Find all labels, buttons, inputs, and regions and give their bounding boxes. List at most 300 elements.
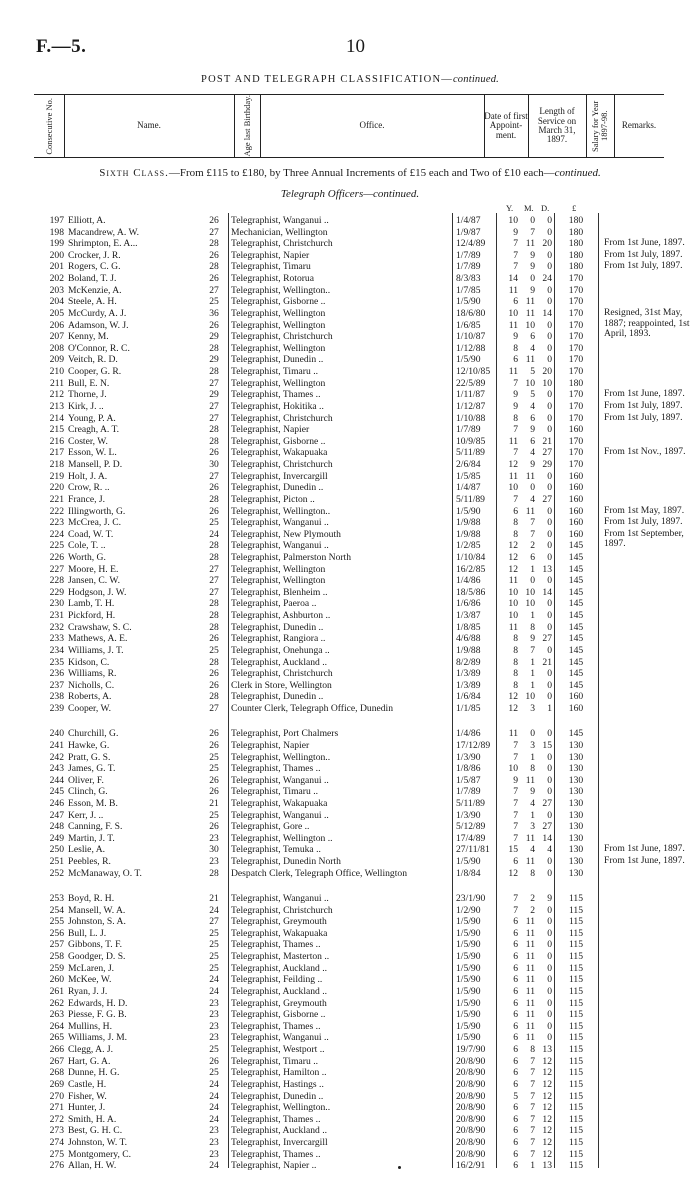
row-name: Edwards, H. D. bbox=[68, 997, 128, 1009]
row-age: 25 bbox=[209, 951, 219, 963]
row-appointment-date: 1/12/88 bbox=[456, 342, 486, 354]
row-years: 8 bbox=[513, 342, 518, 354]
row-salary: 130 bbox=[568, 798, 584, 809]
table-row bbox=[0, 401, 700, 413]
row-name: Boyd, R. H. bbox=[68, 892, 115, 904]
row-age: 25 bbox=[209, 809, 219, 821]
row-age: 27 bbox=[209, 400, 219, 412]
row-age: 27 bbox=[209, 703, 219, 715]
row-salary: 130 bbox=[568, 867, 584, 879]
row-years: 7 bbox=[513, 832, 518, 844]
row-appointment-date: 20/8/90 bbox=[456, 1102, 486, 1114]
row-age: 25 bbox=[209, 751, 219, 763]
class-continued: continued. bbox=[554, 167, 601, 179]
table-row bbox=[0, 1160, 700, 1172]
row-name: Lamb, T. H. bbox=[68, 598, 115, 610]
row-age: 23 bbox=[209, 1032, 219, 1044]
row-appointment-date: 1/11/87 bbox=[456, 389, 485, 401]
row-years: 6 bbox=[513, 1113, 518, 1125]
row-years: 10 bbox=[508, 598, 518, 610]
row-salary: 115 bbox=[568, 974, 584, 986]
row-name: Allan, H. W. bbox=[68, 1160, 117, 1172]
row-months: 11 bbox=[525, 1020, 535, 1032]
row-office: Telegraphist, Christchurch bbox=[231, 668, 333, 680]
row-salary: 160 bbox=[568, 703, 584, 715]
row-salary: 145 bbox=[568, 551, 584, 563]
row-days: 0 bbox=[547, 389, 552, 401]
row-name: Canning, F. S. bbox=[68, 821, 123, 833]
row-name: McCrea, J. C. bbox=[68, 517, 122, 529]
row-name: Boland, T. J. bbox=[68, 273, 117, 285]
row-days: 0 bbox=[547, 856, 552, 868]
row-number: 260 bbox=[49, 974, 64, 986]
row-days: 21 bbox=[542, 435, 552, 447]
row-salary: 115 bbox=[568, 1148, 584, 1160]
column-header-office: Office. bbox=[260, 95, 485, 157]
row-days: 0 bbox=[547, 644, 552, 656]
row-number: 248 bbox=[49, 821, 64, 833]
row-days: 12 bbox=[542, 1078, 552, 1090]
row-number: 236 bbox=[49, 668, 64, 680]
table-row bbox=[0, 786, 700, 798]
row-name: Oliver, F. bbox=[68, 774, 104, 786]
row-years: 7 bbox=[513, 751, 518, 763]
row-office: Telegraphist, Napier .. bbox=[231, 1160, 317, 1172]
row-age: 23 bbox=[209, 856, 219, 868]
row-years: 12 bbox=[508, 551, 518, 563]
row-appointment-date: 16/2/91 bbox=[456, 1160, 486, 1172]
row-days: 0 bbox=[547, 215, 552, 226]
row-years: 7 bbox=[513, 786, 518, 798]
row-salary: 170 bbox=[568, 319, 584, 331]
row-days: 0 bbox=[547, 728, 552, 740]
row-days: 0 bbox=[547, 867, 552, 879]
row-days: 0 bbox=[547, 284, 552, 296]
row-age: 26 bbox=[209, 273, 219, 285]
row-salary: 145 bbox=[568, 598, 584, 610]
row-remarks: From 1st July, 1897. bbox=[604, 411, 683, 423]
row-number: 233 bbox=[49, 633, 64, 645]
row-age: 29 bbox=[209, 331, 219, 343]
row-age: 24 bbox=[209, 1102, 219, 1114]
row-office: Clerk in Store, Wellington bbox=[231, 679, 332, 691]
row-salary: 115 bbox=[568, 1032, 584, 1044]
row-months: 1 bbox=[530, 668, 535, 680]
row-office: Telegraphist, Timaru .. bbox=[231, 366, 318, 378]
table-row bbox=[0, 939, 700, 951]
table-row bbox=[0, 657, 700, 669]
row-appointment-date: 18/6/80 bbox=[456, 307, 486, 319]
row-appointment-date: 20/8/90 bbox=[456, 1067, 486, 1079]
row-age: 28 bbox=[209, 435, 219, 447]
row-age: 25 bbox=[209, 644, 219, 656]
row-remarks: From 1st June, 1897. bbox=[604, 388, 685, 400]
row-months: 11 bbox=[525, 505, 535, 517]
page-title-continued: continued. bbox=[452, 74, 499, 85]
row-years: 11 bbox=[508, 366, 518, 378]
row-days: 0 bbox=[547, 331, 552, 343]
row-months: 3 bbox=[530, 739, 535, 751]
row-appointment-date: 1/5/87 bbox=[456, 774, 481, 786]
row-appointment-date: 1/10/88 bbox=[456, 412, 486, 424]
row-days: 0 bbox=[547, 412, 552, 424]
row-days: 12 bbox=[542, 1055, 552, 1067]
row-remarks: From 1st July, 1897. bbox=[604, 260, 683, 272]
row-appointment-date: 1/6/86 bbox=[456, 598, 481, 610]
row-years: 12 bbox=[508, 540, 518, 552]
row-appointment-date: 1/12/87 bbox=[456, 400, 486, 412]
row-office: Telegraphist, Hokitika .. bbox=[231, 400, 324, 412]
row-appointment-date: 1/5/90 bbox=[456, 997, 481, 1009]
row-salary: 170 bbox=[568, 366, 584, 378]
table-row bbox=[0, 668, 700, 680]
row-office: Telegraphist, Timaru .. bbox=[231, 1055, 318, 1067]
row-name: Holt, J. A. bbox=[68, 470, 108, 482]
row-months: 7 bbox=[530, 1078, 535, 1090]
row-age: 27 bbox=[209, 586, 219, 598]
row-months: 11 bbox=[525, 296, 535, 308]
row-salary: 130 bbox=[568, 856, 584, 868]
row-years: 11 bbox=[508, 319, 518, 331]
row-name: Moore, H. E. bbox=[68, 563, 119, 575]
row-name: Adamson, W. J. bbox=[68, 319, 129, 331]
table-row bbox=[0, 506, 700, 518]
row-months: 6 bbox=[530, 551, 535, 563]
row-appointment-date: 20/8/90 bbox=[456, 1078, 486, 1090]
row-salary: 115 bbox=[568, 1020, 584, 1032]
table-row bbox=[0, 552, 700, 564]
row-number: 225 bbox=[49, 540, 64, 552]
row-number: 230 bbox=[49, 598, 64, 610]
row-appointment-date: 1/3/90 bbox=[456, 751, 481, 763]
row-years: 11 bbox=[508, 284, 518, 296]
row-days: 27 bbox=[542, 798, 552, 809]
row-salary: 115 bbox=[568, 985, 584, 997]
row-years: 6 bbox=[513, 1148, 518, 1160]
row-age: 25 bbox=[209, 1067, 219, 1079]
row-months: 10 bbox=[525, 691, 535, 703]
row-days: 21 bbox=[542, 656, 552, 668]
row-name: Bull, L. J. bbox=[68, 927, 107, 939]
row-salary: 115 bbox=[568, 1055, 584, 1067]
row-years: 6 bbox=[513, 1102, 518, 1114]
row-years: 7 bbox=[513, 821, 518, 833]
row-years: 11 bbox=[508, 470, 518, 482]
row-age: 28 bbox=[209, 691, 219, 703]
row-office: Telegraphist, Wanganui .. bbox=[231, 892, 329, 904]
row-years: 15 bbox=[508, 844, 518, 856]
row-number: 212 bbox=[49, 389, 64, 401]
row-number: 220 bbox=[49, 482, 64, 494]
row-age: 26 bbox=[209, 215, 219, 226]
row-appointment-date: 1/5/90 bbox=[456, 951, 481, 963]
row-salary: 115 bbox=[568, 997, 584, 1009]
row-months: 5 bbox=[530, 389, 535, 401]
row-appointment-date: 12/4/89 bbox=[456, 238, 486, 250]
row-appointment-date: 5/11/89 bbox=[456, 798, 485, 809]
row-appointment-date: 5/11/89 bbox=[456, 493, 485, 505]
row-salary: 145 bbox=[568, 656, 584, 668]
row-appointment-date: 1/2/90 bbox=[456, 904, 481, 916]
row-salary: 145 bbox=[568, 563, 584, 575]
row-months: 4 bbox=[530, 798, 535, 809]
row-remarks: From 1st June, 1897. bbox=[604, 237, 685, 249]
table-row bbox=[0, 798, 700, 810]
row-office: Telegraphist, Auckland .. bbox=[231, 1125, 328, 1137]
row-salary: 115 bbox=[568, 1067, 584, 1079]
row-appointment-date: 1/5/90 bbox=[456, 985, 481, 997]
table-row bbox=[0, 482, 700, 494]
row-name: Goodger, D. S. bbox=[68, 951, 126, 963]
row-name: Churchill, G. bbox=[68, 728, 119, 740]
row-days: 14 bbox=[542, 307, 552, 319]
row-years: 12 bbox=[508, 867, 518, 879]
row-appointment-date: 27/11/81 bbox=[456, 844, 490, 856]
row-months: 0 bbox=[530, 728, 535, 740]
row-days: 27 bbox=[542, 633, 552, 645]
document-reference: F.—5. bbox=[36, 36, 87, 57]
row-age: 28 bbox=[209, 342, 219, 354]
row-years: 6 bbox=[513, 951, 518, 963]
table-row bbox=[0, 1067, 700, 1079]
row-days: 0 bbox=[547, 505, 552, 517]
page-mark bbox=[398, 1166, 401, 1169]
table-row bbox=[0, 436, 700, 448]
row-age: 28 bbox=[209, 238, 219, 250]
row-office: Telegraphist, Wellington.. bbox=[231, 1102, 331, 1114]
row-age: 25 bbox=[209, 962, 219, 974]
row-number: 274 bbox=[49, 1136, 64, 1148]
row-days: 27 bbox=[542, 493, 552, 505]
row-appointment-date: 1/4/86 bbox=[456, 728, 481, 740]
row-months: 2 bbox=[530, 904, 535, 916]
row-name: Gibbons, T. F. bbox=[68, 939, 123, 951]
row-office: Telegraphist, Thames .. bbox=[231, 1113, 321, 1125]
row-days: 0 bbox=[547, 679, 552, 691]
row-office: Telegraphist, Dunedin .. bbox=[231, 1090, 324, 1102]
table-row bbox=[0, 238, 700, 250]
row-days: 13 bbox=[542, 1044, 552, 1056]
row-months: 11 bbox=[525, 470, 535, 482]
table-row bbox=[0, 471, 700, 483]
row-name: Thorne, J. bbox=[68, 389, 107, 401]
table-row bbox=[0, 680, 700, 692]
row-appointment-date: 1/5/90 bbox=[456, 1032, 481, 1044]
row-years: 6 bbox=[513, 997, 518, 1009]
row-days: 4 bbox=[547, 844, 552, 856]
row-number: 219 bbox=[49, 470, 64, 482]
row-name: Steele, A. H. bbox=[68, 296, 117, 308]
row-months: 2 bbox=[530, 892, 535, 904]
row-years: 7 bbox=[513, 238, 518, 250]
row-age: 26 bbox=[209, 679, 219, 691]
row-appointment-date: 1/9/87 bbox=[456, 226, 481, 238]
row-number: 250 bbox=[49, 844, 64, 856]
row-age: 21 bbox=[209, 798, 219, 809]
row-years: 6 bbox=[513, 1055, 518, 1067]
row-days: 27 bbox=[542, 447, 552, 459]
row-months: 8 bbox=[530, 1044, 535, 1056]
row-salary: 115 bbox=[568, 1102, 584, 1114]
row-age: 26 bbox=[209, 505, 219, 517]
row-months: 1 bbox=[530, 563, 535, 575]
row-months: 4 bbox=[530, 844, 535, 856]
row-salary: 115 bbox=[568, 1136, 584, 1148]
row-name: Worth, G. bbox=[68, 551, 106, 563]
row-name: Johnston, W. T. bbox=[68, 1136, 128, 1148]
row-salary: 115 bbox=[568, 939, 584, 951]
row-salary: 160 bbox=[568, 517, 584, 529]
row-appointment-date: 12/10/85 bbox=[456, 366, 491, 378]
row-number: 252 bbox=[49, 867, 64, 879]
row-number: 209 bbox=[49, 354, 64, 366]
row-months: 9 bbox=[530, 284, 535, 296]
row-days: 20 bbox=[542, 366, 552, 378]
row-number: 206 bbox=[49, 319, 64, 331]
row-days: 0 bbox=[547, 774, 552, 786]
column-header-age: Age last Birthday. bbox=[234, 95, 261, 157]
table-row bbox=[0, 728, 700, 740]
row-days: 0 bbox=[547, 354, 552, 366]
row-age: 26 bbox=[209, 668, 219, 680]
row-salary: 115 bbox=[568, 904, 584, 916]
row-name: McCurdy, A. J. bbox=[68, 307, 127, 319]
row-number: 261 bbox=[49, 985, 64, 997]
row-years: 8 bbox=[513, 517, 518, 529]
row-name: Macandrew, A. W. bbox=[68, 226, 140, 238]
table-row bbox=[0, 575, 700, 587]
table-row bbox=[0, 763, 700, 775]
row-office: Telegraphist, Christchurch bbox=[231, 412, 333, 424]
table-row bbox=[0, 974, 700, 986]
row-age: 28 bbox=[209, 261, 219, 273]
row-office: Telegraphist, Greymouth bbox=[231, 916, 327, 928]
row-name: Pickford, H. bbox=[68, 610, 116, 622]
row-age: 23 bbox=[209, 997, 219, 1009]
row-years: 6 bbox=[513, 939, 518, 951]
row-age: 28 bbox=[209, 621, 219, 633]
row-age: 24 bbox=[209, 1090, 219, 1102]
row-days: 0 bbox=[547, 517, 552, 529]
unit-salary: £ bbox=[572, 203, 577, 213]
row-appointment-date: 1/5/90 bbox=[456, 505, 481, 517]
row-years: 6 bbox=[513, 505, 518, 517]
row-months: 10 bbox=[525, 319, 535, 331]
row-name: McKenzie, A. bbox=[68, 284, 122, 296]
row-number: 216 bbox=[49, 435, 64, 447]
column-header-date: Date of first Appoint-ment. bbox=[484, 95, 529, 157]
row-years: 12 bbox=[508, 691, 518, 703]
row-salary: 180 bbox=[568, 249, 584, 261]
row-months: 11 bbox=[525, 354, 535, 366]
row-days: 0 bbox=[547, 691, 552, 703]
row-years: 6 bbox=[513, 974, 518, 986]
row-salary: 170 bbox=[568, 459, 584, 471]
row-appointment-date: 8/3/83 bbox=[456, 273, 481, 285]
row-appointment-date: 1/4/87 bbox=[456, 482, 481, 494]
row-number: 242 bbox=[49, 751, 64, 763]
row-age: 26 bbox=[209, 774, 219, 786]
row-years: 7 bbox=[513, 377, 518, 389]
row-salary: 160 bbox=[568, 691, 584, 703]
row-months: 1 bbox=[530, 679, 535, 691]
row-number: 207 bbox=[49, 331, 64, 343]
row-days: 14 bbox=[542, 586, 552, 598]
row-days: 12 bbox=[542, 1090, 552, 1102]
row-years: 6 bbox=[513, 354, 518, 366]
row-office: Telegraphist, Napier bbox=[231, 739, 310, 751]
row-age: 24 bbox=[209, 1160, 219, 1172]
row-years: 8 bbox=[513, 656, 518, 668]
table-row bbox=[0, 331, 700, 343]
row-number: 235 bbox=[49, 656, 64, 668]
row-name: Crow, R. .. bbox=[68, 482, 110, 494]
row-name: Clinch, G. bbox=[68, 786, 108, 798]
row-appointment-date: 1/5/90 bbox=[456, 354, 481, 366]
row-salary: 130 bbox=[568, 739, 584, 751]
row-months: 11 bbox=[525, 974, 535, 986]
row-age: 23 bbox=[209, 1009, 219, 1021]
row-number: 239 bbox=[49, 703, 64, 715]
row-years: 6 bbox=[513, 916, 518, 928]
row-age: 28 bbox=[209, 493, 219, 505]
row-office: Telegraphist, Westport .. bbox=[231, 1044, 325, 1056]
row-months: 11 bbox=[525, 307, 535, 319]
row-office: Telegraphist, Invercargill bbox=[231, 1136, 328, 1148]
row-office: Telegraphist, Dunedin .. bbox=[231, 482, 324, 494]
row-months: 10 bbox=[525, 377, 535, 389]
row-age: 27 bbox=[209, 470, 219, 482]
row-office: Telegraphist, Auckland .. bbox=[231, 656, 328, 668]
row-salary: 130 bbox=[568, 844, 584, 856]
row-salary: 170 bbox=[568, 273, 584, 285]
row-remarks: From 1st July, 1897. bbox=[604, 248, 683, 260]
row-days: 0 bbox=[547, 985, 552, 997]
table-row bbox=[0, 868, 700, 880]
table-row bbox=[0, 622, 700, 634]
row-salary: 115 bbox=[568, 1125, 584, 1137]
row-name: McKee, W. bbox=[68, 974, 112, 986]
row-salary: 115 bbox=[568, 892, 584, 904]
row-name: Shrimpton, E. A... bbox=[68, 238, 138, 250]
row-office: Telegraphist, Thames .. bbox=[231, 939, 321, 951]
row-age: 26 bbox=[209, 633, 219, 645]
row-office: Telegraphist, Gore .. bbox=[231, 821, 310, 833]
row-days: 0 bbox=[547, 763, 552, 775]
row-number: 256 bbox=[49, 927, 64, 939]
row-office: Telegraphist, Wakapuaka bbox=[231, 447, 328, 459]
row-salary: 170 bbox=[568, 284, 584, 296]
row-name: Kirk, J. .. bbox=[68, 400, 104, 412]
row-number: 240 bbox=[49, 728, 64, 740]
row-name: Best, G. H. C. bbox=[68, 1125, 123, 1137]
row-number: 251 bbox=[49, 856, 64, 868]
row-number: 204 bbox=[49, 296, 64, 308]
row-salary: 115 bbox=[568, 951, 584, 963]
row-age: 24 bbox=[209, 1113, 219, 1125]
table-row bbox=[0, 905, 700, 917]
row-salary: 115 bbox=[568, 1044, 584, 1056]
row-days: 0 bbox=[547, 610, 552, 622]
table-row bbox=[0, 1056, 700, 1068]
row-months: 4 bbox=[530, 493, 535, 505]
row-months: 5 bbox=[530, 366, 535, 378]
row-number: 255 bbox=[49, 916, 64, 928]
row-years: 14 bbox=[508, 273, 518, 285]
row-appointment-date: 19/7/90 bbox=[456, 1044, 486, 1056]
row-salary: 130 bbox=[568, 751, 584, 763]
row-number: 234 bbox=[49, 644, 64, 656]
